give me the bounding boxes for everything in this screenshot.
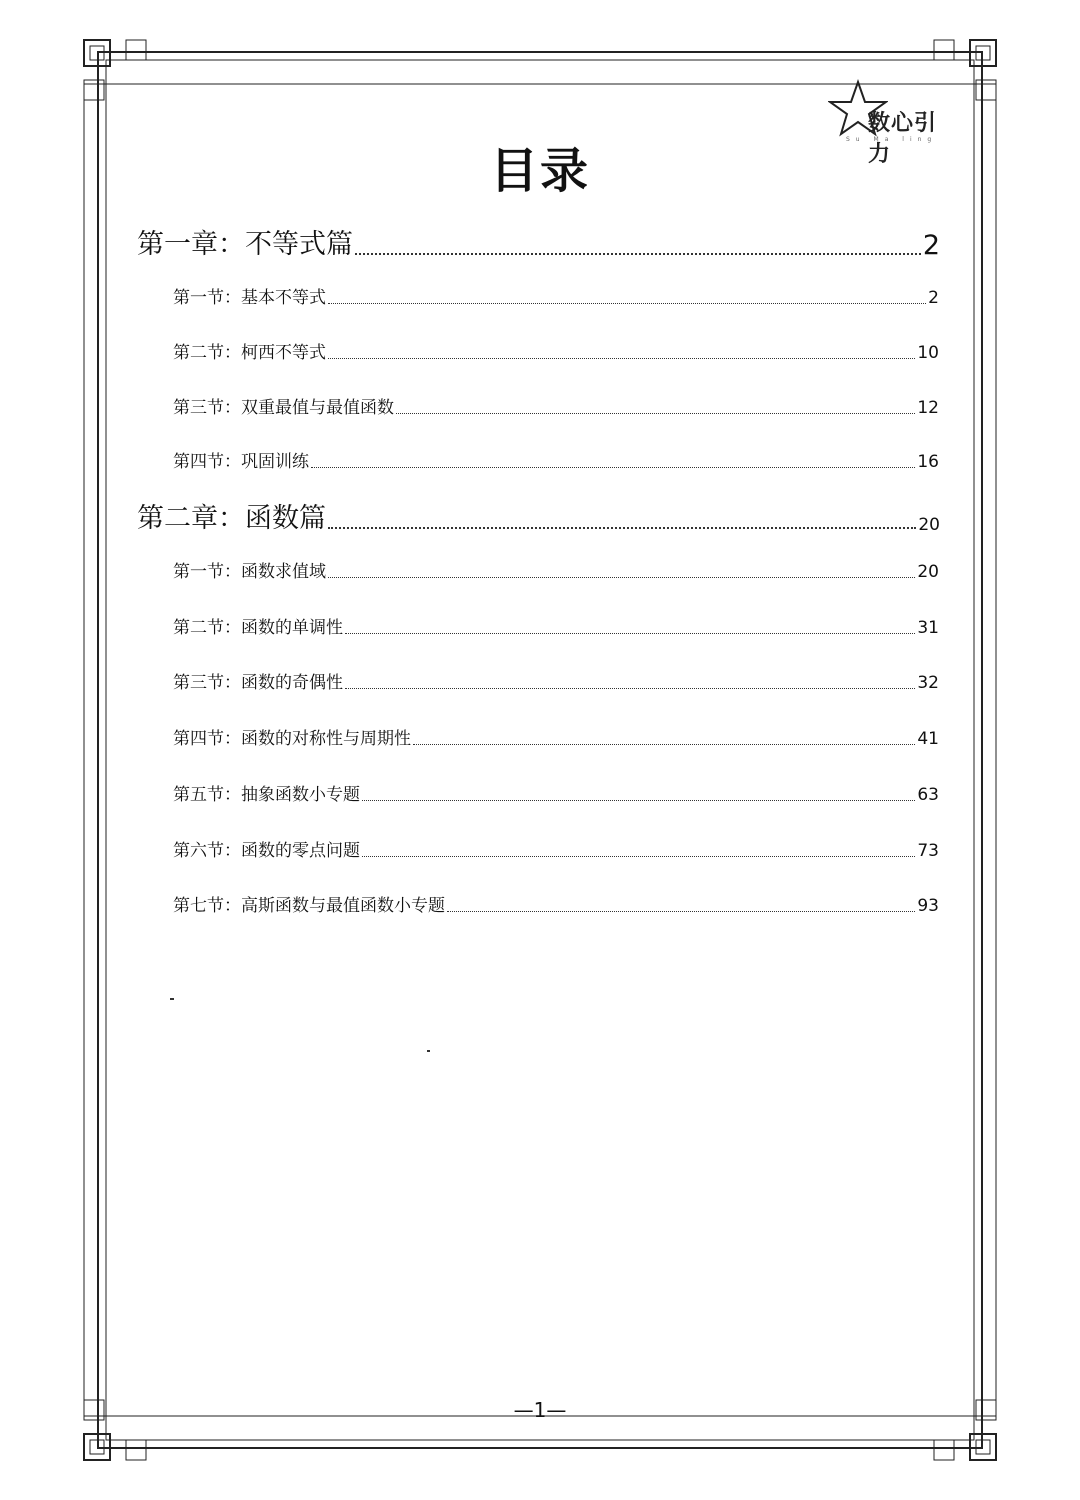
toc-leader (345, 688, 915, 689)
toc-chapter[interactable] (137, 222, 940, 261)
toc-section-page: 93 (917, 896, 939, 916)
toc-section-label: 第四节：巩固训练 (173, 452, 309, 472)
toc-chapter-page: 20 (918, 515, 940, 535)
toc-section-page: 41 (917, 729, 939, 749)
toc-section[interactable] (173, 447, 939, 472)
toc-section[interactable] (173, 891, 939, 916)
toc-section[interactable] (173, 724, 939, 749)
toc-leader (413, 744, 915, 745)
toc-section-page: 12 (917, 398, 939, 418)
toc-leader (355, 253, 921, 255)
toc-section-page: 63 (917, 785, 939, 805)
toc-section-label: 第六节：函数的零点问题 (173, 841, 360, 861)
toc-section[interactable] (173, 393, 939, 418)
toc-section-label: 第七节：高斯函数与最值函数小专题 (173, 896, 445, 916)
scan-speck (170, 998, 174, 1000)
toc-leader (362, 856, 915, 857)
toc-section[interactable] (173, 338, 939, 363)
toc-leader (447, 911, 915, 912)
scan-speck (427, 1050, 430, 1052)
toc-section-label: 第二节：函数的单调性 (173, 618, 343, 638)
toc-section-page: 32 (917, 673, 939, 693)
page-title: 目录 (489, 143, 590, 199)
toc-section[interactable] (173, 668, 939, 693)
toc-leader (362, 800, 915, 801)
toc-section-page: 73 (917, 841, 939, 861)
page-number: —1— (513, 1398, 567, 1422)
toc-leader (396, 413, 915, 414)
toc-chapter-label: 第二章：函数篇 (137, 503, 326, 534)
toc-chapter-page: 2 (922, 230, 940, 261)
toc-chapter-label: 第一章：不等式篇 (137, 229, 353, 260)
toc-leader (328, 303, 926, 304)
toc-leader (345, 633, 915, 634)
toc-section-label: 第五节：抽象函数小专题 (173, 785, 360, 805)
toc-section[interactable] (173, 613, 939, 638)
toc-section-page: 31 (917, 618, 939, 638)
toc-section[interactable] (173, 557, 939, 582)
toc-section-label: 第三节：双重最值与最值函数 (173, 398, 394, 418)
toc-chapter[interactable] (137, 496, 940, 535)
toc-section-page: 10 (917, 343, 939, 363)
logo-subtitle: Su Ma ling (846, 136, 938, 143)
toc-section[interactable] (173, 283, 939, 308)
toc-section-page: 16 (917, 452, 939, 472)
toc-section-label: 第一节：函数求值域 (173, 562, 326, 582)
toc-section-label: 第四节：函数的对称性与周期性 (173, 729, 411, 749)
toc-leader (311, 467, 915, 468)
toc-leader (328, 527, 916, 529)
toc-section[interactable] (173, 836, 939, 861)
toc-leader (328, 358, 915, 359)
toc-leader (328, 577, 915, 578)
toc-section-label: 第二节：柯西不等式 (173, 343, 326, 363)
toc-section-label: 第一节：基本不等式 (173, 288, 326, 308)
toc-section[interactable] (173, 780, 939, 805)
logo-text: 数心引力 (868, 111, 938, 167)
toc-section-page: 2 (928, 288, 939, 308)
toc-section-page: 20 (917, 562, 939, 582)
toc-section-label: 第三节：函数的奇偶性 (173, 673, 343, 693)
